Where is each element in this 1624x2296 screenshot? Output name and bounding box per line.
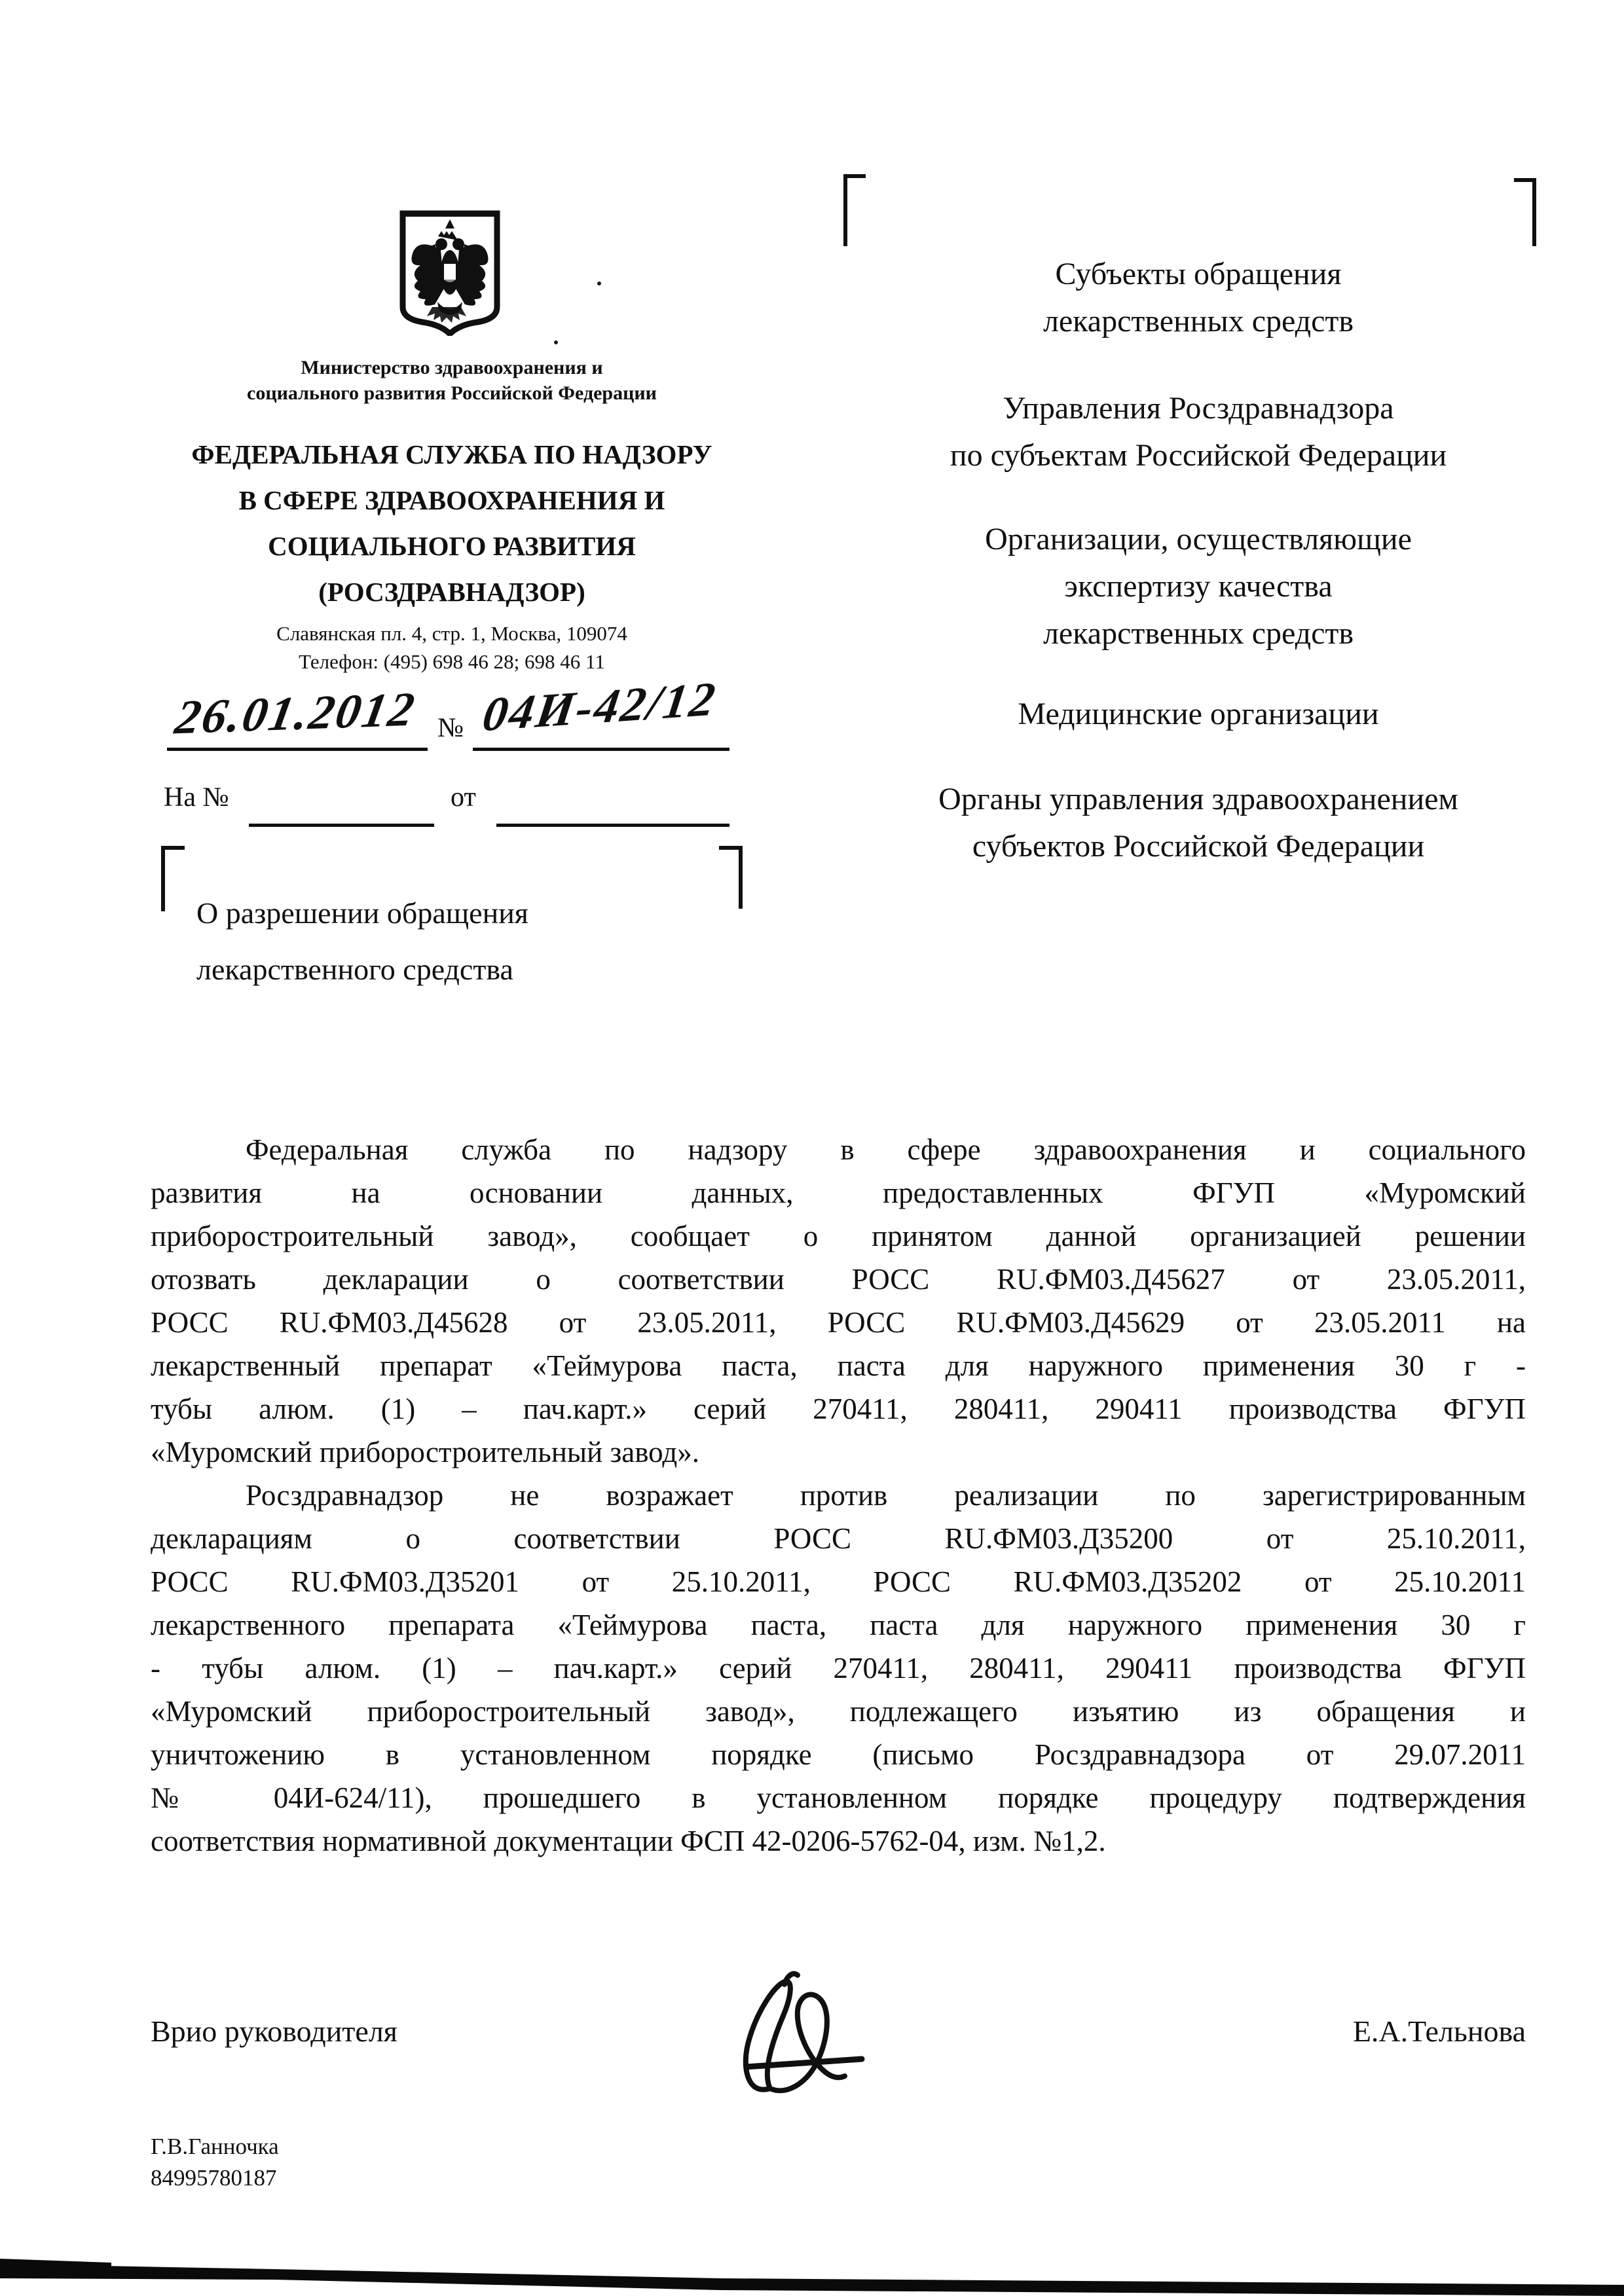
agency-name-line4: (РОСЗДРАВНАДЗОР) [318,577,585,607]
body-line: РОСС RU.ФМ03.Д35201 от 25.10.2011, РОСС RU.ФМ03.Д35202 от 25.10.2011 [151,1565,1526,1598]
scan-edge-artifact [0,2252,1624,2296]
recipient-group-3-line-2: экспертизу качества [1064,569,1333,604]
reply-to-label: На № [164,782,229,812]
outgoing-number-handwritten: 04И-42/12 [479,672,720,742]
reply-from-label: от [451,782,476,812]
agency-phone: Телефон: (495) 698 46 28; 698 46 11 [299,650,605,673]
subject-corner-mark-left [161,846,185,911]
recipient-group-3-line-1: Организации, осуществляющие [985,522,1412,556]
recipient-group-1-line-2: лекарственных средств [1043,304,1354,338]
body-line: «Муромский приборостроительный завод», подлежащего изъятию из обращения и [151,1695,1526,1728]
ministry-name-line1: Министерство здравоохранения и [301,357,603,378]
subject-line1: О разрешении обращения [196,896,528,930]
body-line: лекарственный препарат «Теймурова паста, паста для наружного применения 30 г - [151,1349,1526,1382]
agency-name-line3: СОЦИАЛЬНОГО РАЗВИТИЯ [268,531,636,561]
recipient-group-5-line-1: Органы управления здравоохранением [938,782,1458,816]
body-line: Федеральная служба по надзору в сфере здравоохранения и социального [246,1133,1526,1166]
body-line: уничтожению в установленном порядке (письмо Росздравнадзора от 29.07.2011 [151,1738,1526,1771]
body-line: - тубы алюм. (1) – пач.карт.» серий 270411, 280411, 290411 производства ФГУП [151,1652,1526,1685]
scan-speck [554,340,558,344]
body-line: № 04И-624/11), прошедшего в установленном порядке процедуру подтверждения [151,1781,1526,1814]
signer-position: Врио руководителя [151,2014,397,2048]
recipient-group-1-line-1: Субъекты обращения [1055,257,1342,291]
recipient-group-2-line-2: по субъектам Российской Федерации [950,438,1447,473]
recipient-group-2-line-1: Управления Росздравнадзора [1003,391,1394,426]
handwritten-signature [707,1967,891,2111]
body-line: лекарственного препарата «Теймурова паста, паста для наружного применения 30 г [151,1609,1526,1641]
subject-line2: лекарственного средства [196,953,513,986]
signer-name: Е.А.Тельнова [1352,2014,1526,2048]
reply-number-underline [249,824,434,827]
body-line: отозвать декларации о соответствии РОСС RU.ФМ03.Д45627 от 23.05.2011, [151,1263,1526,1296]
recipient-group-4-line-1: Медицинские организации [1018,697,1379,731]
body-line: соответствия нормативной документации ФСП 42-0206-5762-04, изм. №1,2. [151,1825,1106,1857]
coat-of-arms-emblem [398,210,502,336]
date-underline [167,748,428,751]
agency-address: Славянская пл. 4, стр. 1, Москва, 109074 [276,622,627,645]
address-corner-mark-right [1514,178,1536,246]
address-corner-mark-left [843,174,866,246]
recipient-group-5-line-2: субъектов Российской Федерации [972,829,1425,864]
executor-name: Г.В.Ганночка [151,2134,279,2159]
body-line: приборостроительный завод», сообщает о принятом данной организацией решении [151,1220,1526,1252]
body-line: Росздравнадзор не возражает против реализации по зарегистрированным [246,1479,1526,1512]
recipient-group-3-line-3: лекарственных средств [1043,616,1354,651]
body-line: декларациям о соответствии РОСС RU.ФМ03.Д35200 от 25.10.2011, [151,1522,1526,1555]
agency-name-line1: ФЕДЕРАЛЬНАЯ СЛУЖБА ПО НАДЗОРУ [191,439,712,469]
ministry-name-line2: социального развития Российской Федерации [247,382,657,404]
body-line: тубы алюм. (1) – пач.карт.» серий 270411, 280411, 290411 производства ФГУП [151,1393,1526,1425]
body-line: «Муромский приборостроительный завод». [151,1436,700,1468]
body-line: РОСС RU.ФМ03.Д45628 от 23.05.2011, РОСС RU.ФМ03.Д45629 от 23.05.2011 на [151,1306,1526,1339]
agency-name-line2: В СФЕРЕ ЗДРАВООХРАНЕНИЯ И [238,485,665,515]
number-underline [473,748,729,751]
outgoing-date-handwritten: 26.01.2012 [171,682,420,745]
body-line: развития на основании данных, предоставленных ФГУП «Муромский [151,1176,1526,1209]
executor-phone: 84995780187 [151,2165,277,2191]
number-sign: № [437,713,464,743]
letter-body [151,1128,1526,1863]
reply-date-underline [496,824,729,827]
scan-speck [597,282,601,285]
